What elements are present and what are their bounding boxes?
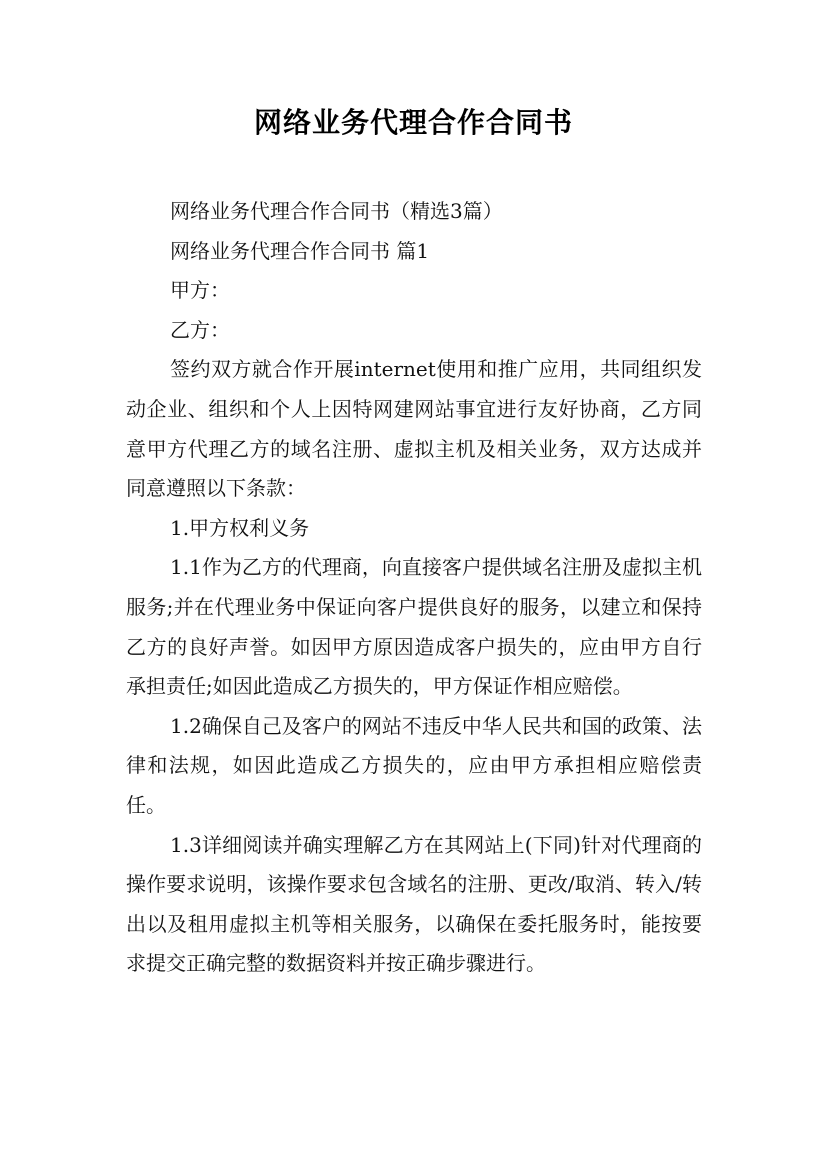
clause-1-3: 1.3详细阅读并确实理解乙方在其网站上(下同)针对代理商的操作要求说明，该操作要求包含域名的注册、更改/取消、转入/转出以及租用虚拟主机等相关服务，以确保在委托服务时，能按要求提交正确完整的数据资料并按正确步骤进行。: [126, 832, 702, 976]
clause-heading-1: 1.甲方权利义务: [170, 515, 310, 540]
party-a-label: 甲方：: [170, 278, 230, 303]
preamble-paragraph: 签约双方就合作开展internet使用和推广应用，共同组织发动企业、组织和个人上因特网建网站事宜进行友好协商，乙方同意甲方代理乙方的域名注册、虚拟主机及相关业务，双方达成并同意遵照以下条款：: [126, 357, 702, 501]
party-b-label: 乙方：: [170, 317, 230, 342]
doc-section-heading: 网络业务代理合作合同书 篇1: [170, 238, 430, 263]
document-title: 网络业务代理合作合同书: [253, 106, 573, 139]
doc-subtitle-selection: 网络业务代理合作合同书（精选3篇）: [170, 199, 503, 223]
document-body: [126, 192, 702, 984]
clause-1-1: 1.1作为乙方的代理商，向直接客户提供域名注册及虚拟主机服务;并在代理业务中保证向客户提供良好的服务，以建立和保持乙方的良好声誉。如因甲方原因造成客户损失的，应由甲方自行承担责任;如因此造成乙方损失的，甲方保证作相应赔偿。: [126, 555, 702, 699]
clause-1-2: 1.2确保自己及客户的网站不违反中华人民共和国的政策、法律和法规，如因此造成乙方损失的，应由甲方承担相应赔偿责任。: [126, 713, 702, 817]
